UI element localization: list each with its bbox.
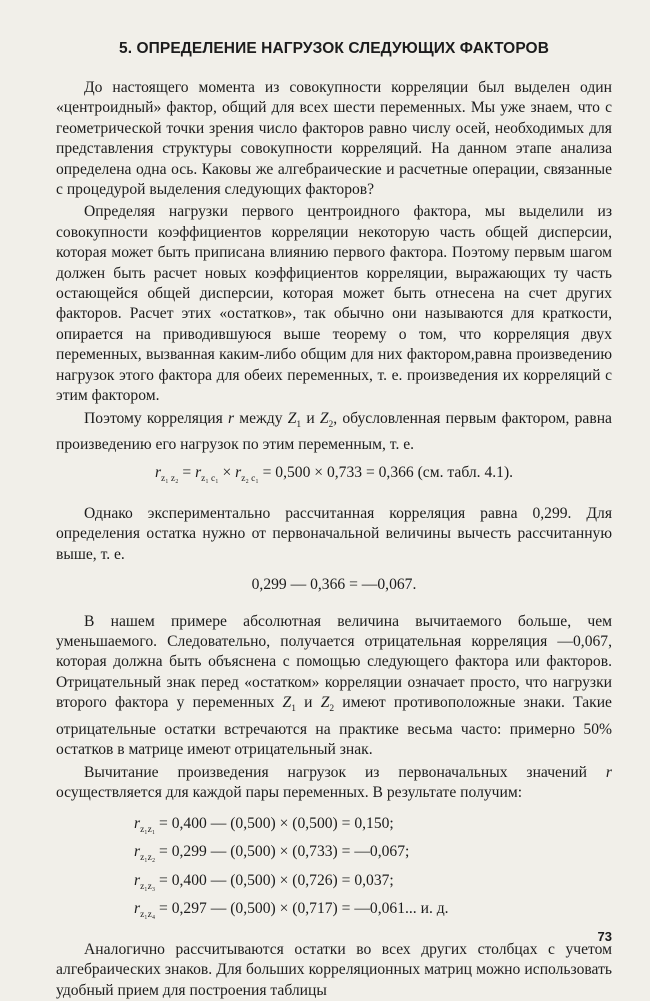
page-number: 73 bbox=[597, 929, 612, 944]
paragraph-3 bbox=[56, 409, 612, 456]
formula-product bbox=[56, 463, 612, 490]
p6-var-r: r bbox=[605, 763, 612, 781]
equation-row bbox=[134, 841, 612, 869]
var-z1-sub: 1 bbox=[296, 419, 302, 430]
p6-text-a: Вычитание произведения нагрузок из первоначальных значений bbox=[84, 763, 606, 781]
eq-sub: z₁z₁ bbox=[140, 825, 156, 836]
eq-expr: = 0,400 — (0,500) × (0,500) = 0,150; bbox=[155, 815, 394, 833]
paragraph-7: Аналогично рассчитываются остатки во всех других столбцах с учетом алгебраических знаков. Для больших корреляционных матриц можно использовать удобный прием для построения таблицы bbox=[56, 940, 612, 999]
p5-text-b: и bbox=[295, 694, 321, 712]
equation-row bbox=[134, 898, 612, 926]
formula-lhs-sub: z₁ z₂ bbox=[161, 474, 179, 485]
formula-t2-sub: z₂ c₁ bbox=[241, 474, 259, 485]
var-z1: Z bbox=[287, 409, 297, 427]
section-title: 5. ОПРЕДЕЛЕНИЕ НАГРУЗОК СЛЕДУЮЩИХ ФАКТОРОВ bbox=[118, 40, 550, 57]
formula-eq: = bbox=[178, 464, 196, 482]
paragraph-2: Определяя нагрузки первого центроидного фактора, мы выделили из совокупности коэффициентов корреляции некоторую часть общей дисперсии, которая может быть приписана влиянию первого фактора. Поэтому первым шагом должен быть расчет новых коэффициентов корреляции, выражающих ту часть остающейся общей дисперсии, которая может быть отнесена на счет других факторов. Расчет этих «остатков», так обычно они называются для краткости, опирается на приводившуюся выше теорему о том, что корреляция двух переменных, вызванная каким-либо общим для них фактором,равна произведению нагрузок этого фактора для обеих переменных, т. е. произведения их корреляций с этим фактором. bbox=[56, 203, 612, 405]
p5-var-z1-sub: 1 bbox=[291, 704, 296, 715]
paragraph-1: До настоящего момента из совокупности корреляции был выделен один «центроидный» фактор, общий для всех шести переменных. Мы уже знаем, что с геометрической точки зрения число факторов равно числу осей, необходимых для представления структуры совокупности корреляций. На данном этапе анализа определена одна ось. Каковы же алгебраические и расчетные операции, связанные с процедурой выделения следующих факторов? bbox=[56, 79, 612, 199]
residual-equations bbox=[134, 813, 612, 925]
paragraph-6 bbox=[56, 763, 612, 804]
formula-t1-sub: z₁ c₁ bbox=[201, 474, 219, 485]
p5-var-z1: Z bbox=[282, 694, 292, 712]
formula-rest: = 0,500 × 0,733 = 0,366 (см. табл. 4.1). bbox=[258, 464, 514, 482]
var-z2: Z bbox=[319, 409, 329, 427]
p5-text-a: В нашем примере абсолютная величина вычитаемого больше, чем уменьшаемого. Следовательно, получается отрицательная корреляция —0,067, которая должна быть объяснена с помощью следующего фактора или факторов. Отрицательный знак перед «остатком» корреляции означает просто, что нагрузки второго фактора у переменных bbox=[56, 612, 612, 712]
p3-text-c: и bbox=[301, 409, 320, 427]
var-r: r bbox=[227, 409, 235, 427]
p5-var-z2: Z bbox=[320, 694, 330, 712]
eq-r: r bbox=[134, 843, 141, 861]
eq-r: r bbox=[134, 815, 141, 833]
formula-times: × bbox=[218, 464, 236, 482]
formula-difference: 0,299 — 0,366 = —0,067. bbox=[251, 576, 417, 594]
formula-t2-r: r bbox=[235, 464, 242, 482]
equation-row bbox=[134, 813, 612, 841]
p5-var-z2-sub: 2 bbox=[329, 704, 335, 715]
formula-lhs-r: r bbox=[154, 464, 162, 482]
paragraph-4: Однако экспериментально рассчитанная корреляция равна 0,299. Для определения остатка нужно от первоначальной величины вычесть рассчитанную выше, т. е. bbox=[56, 504, 612, 563]
eq-r: r bbox=[134, 899, 141, 917]
p5-text-c: имеют противоположные знаки. Такие отрицательные остатки встречаются на практике весьма часто: примерно 50% остатков в матрице имеют отрицательный знак. bbox=[56, 694, 612, 759]
p3-text-d: , обусловленная первым фактором, равна произведению его нагрузок по этим переменным, т. е. bbox=[56, 409, 612, 454]
eq-sub: z₁z₄ bbox=[140, 909, 156, 920]
p3-text-a: Поэтому корреляция bbox=[84, 409, 228, 427]
eq-r: r bbox=[134, 871, 141, 889]
eq-expr: = 0,400 — (0,500) × (0,726) = 0,037; bbox=[155, 871, 394, 889]
eq-sub: z₁z₂ bbox=[140, 853, 156, 864]
equation-row bbox=[134, 870, 612, 898]
eq-expr: = 0,297 — (0,500) × (0,717) = —0,061... и. д. bbox=[155, 899, 449, 917]
formula-t1-r: r bbox=[195, 464, 202, 482]
eq-sub: z₁z₃ bbox=[140, 881, 156, 892]
eq-expr: = 0,299 — (0,500) × (0,733) = —0,067; bbox=[155, 843, 410, 861]
var-z2-sub: 2 bbox=[328, 419, 334, 430]
p6-text-b: осуществляется для каждой пары переменных. В результате получим: bbox=[56, 783, 523, 801]
p3-text-b: между bbox=[234, 409, 288, 427]
paragraph-5 bbox=[56, 612, 612, 761]
